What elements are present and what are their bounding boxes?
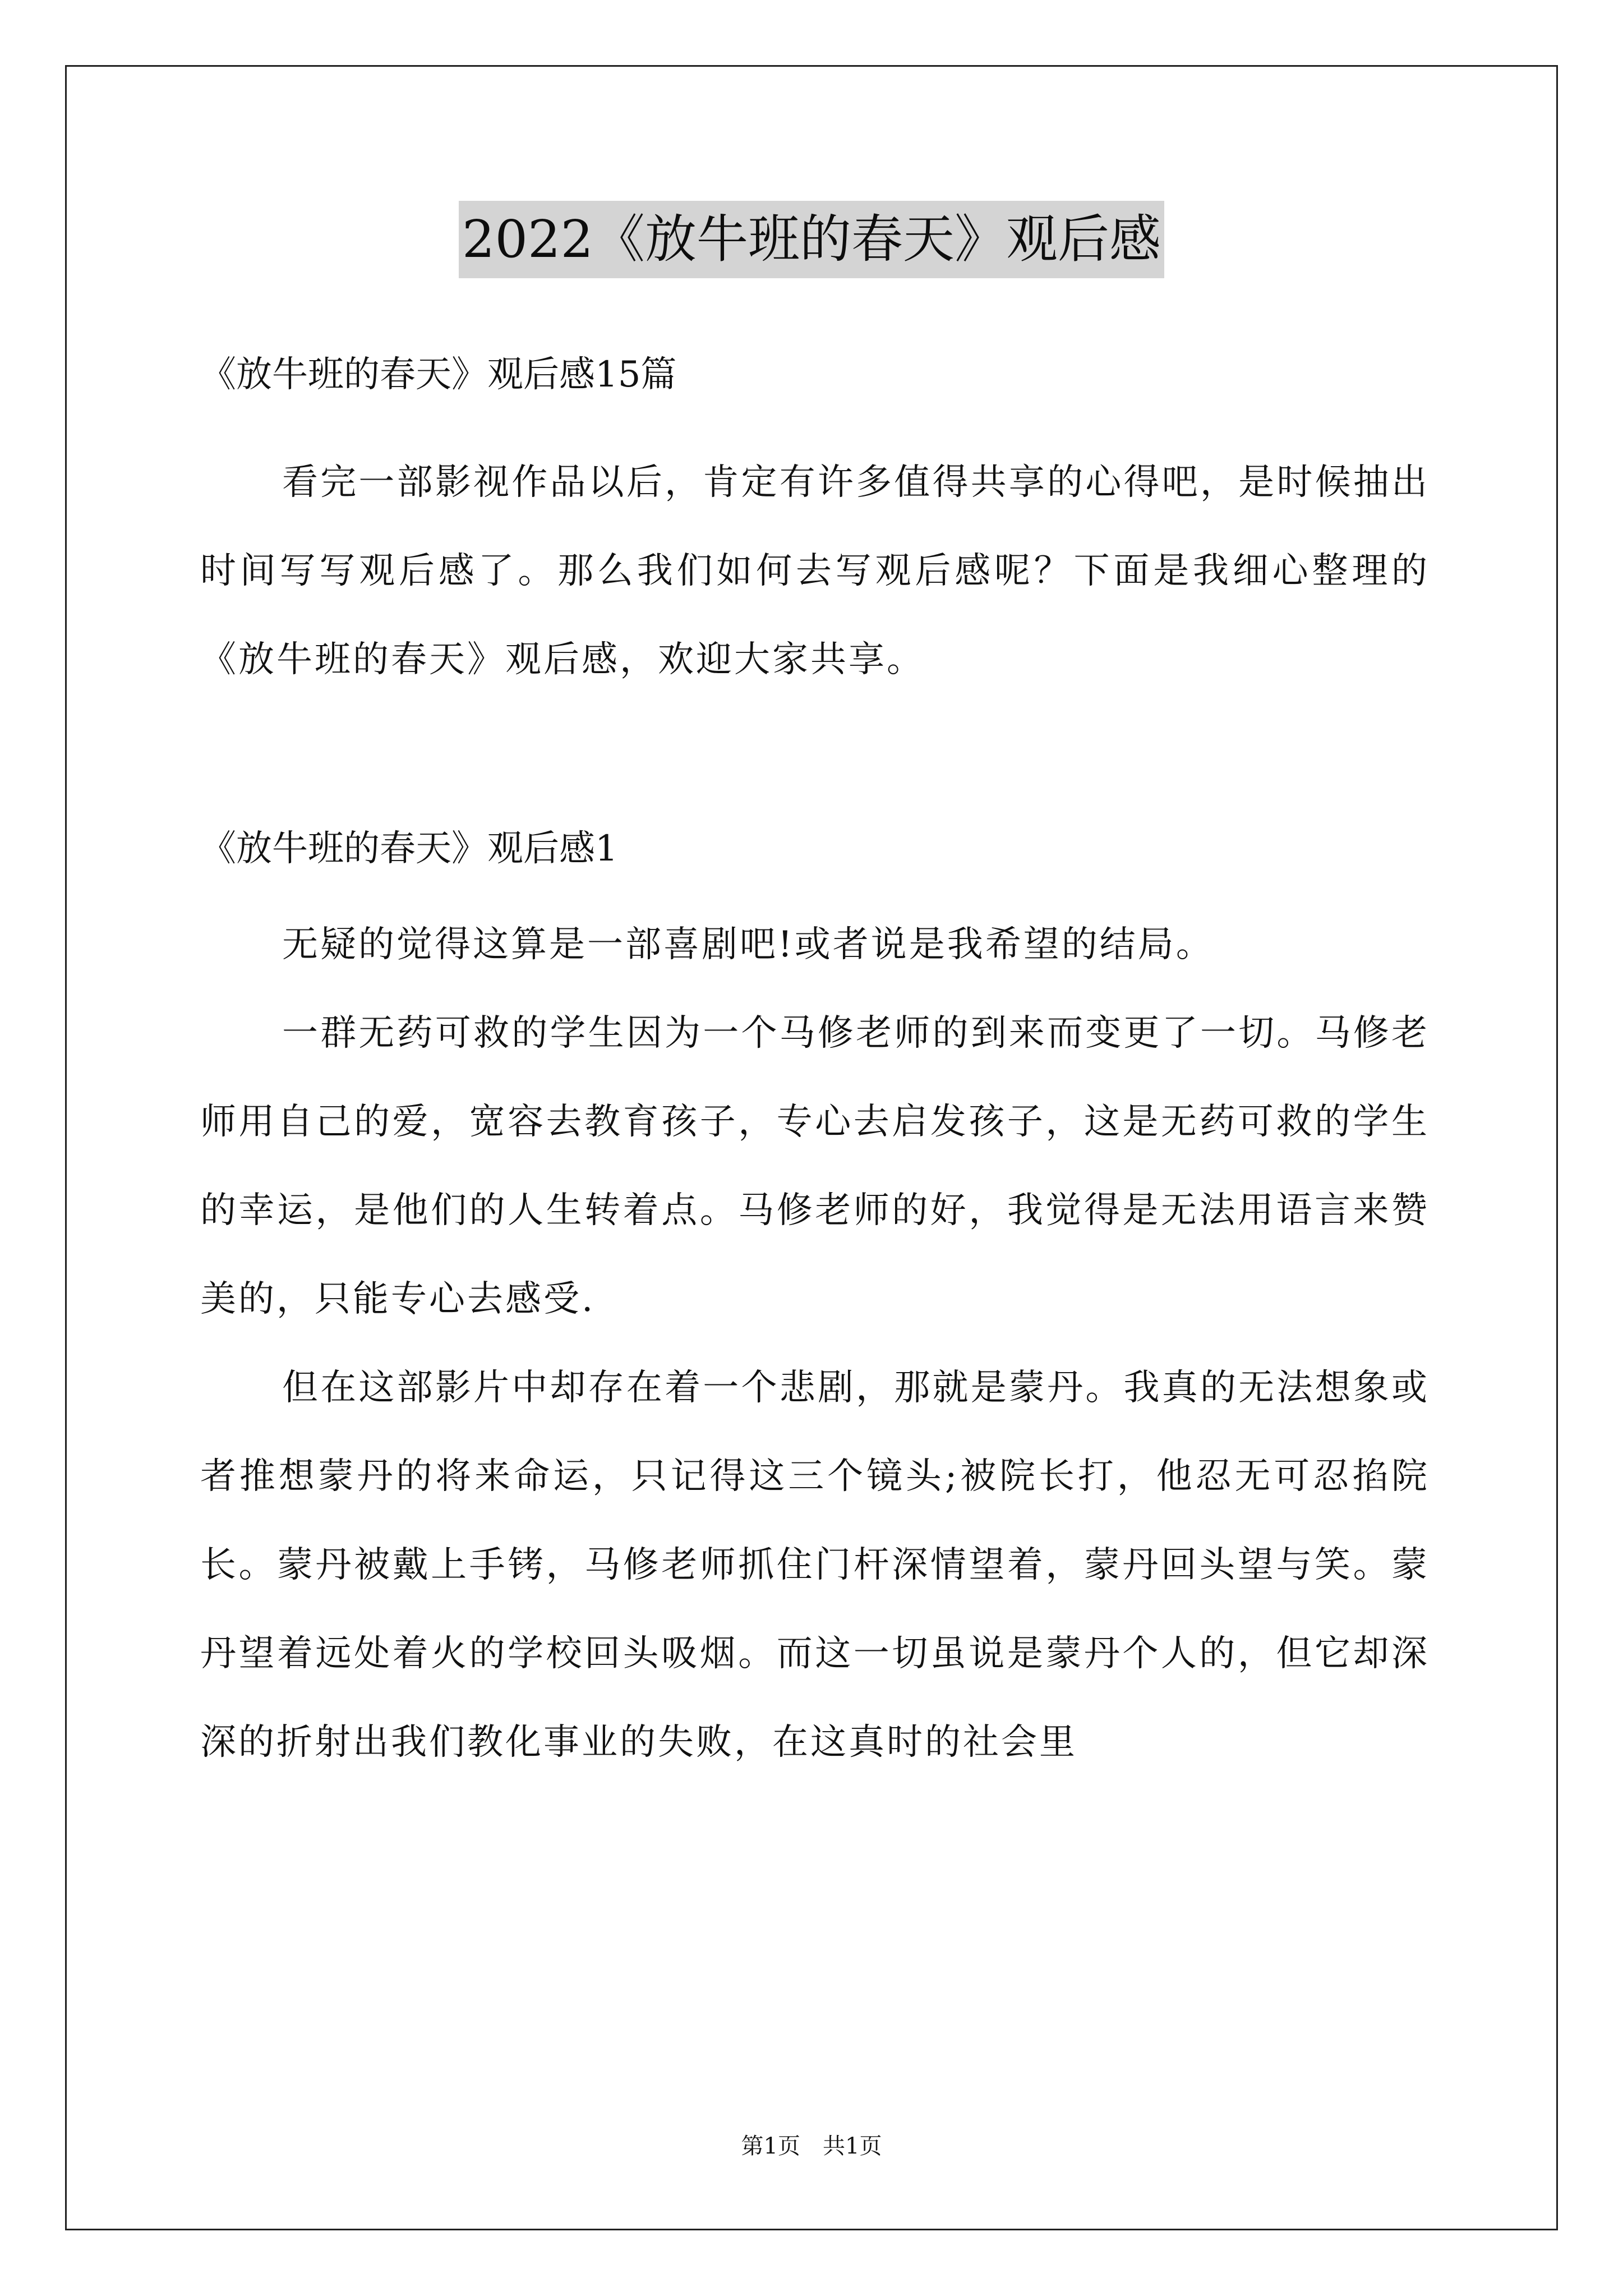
spacer [200, 704, 1430, 822]
title-wrap [0, 201, 1623, 278]
document-subtitle: 《放牛班的春天》观后感15篇 [200, 354, 677, 395]
intro-paragraph: 看完一部影视作品以后，肯定有许多值得共享的心得吧，是时候抽出时间写写观后感了。那么我们如何去写观后感呢？下面是我细心整理的《放牛班的春天》观后感，欢迎大家共享。 [200, 462, 1430, 680]
section-heading: 《放牛班的春天》观后感1 [200, 828, 618, 869]
paragraph-2: 一群无药可救的学生因为一个马修老师的到来而变更了一切。马修老师用自己的爱，宽容去教育孩子，专心去启发孩子，这是无药可救的学生的幸运，是他们的人生转着点。马修老师的好，我觉得是无法用语言来赞美的，只能专心去感受. [200, 1013, 1430, 1320]
document-title: 2022《放牛班的春天》观后感 [459, 201, 1164, 278]
page-footer: 第1页 共1页 [741, 2133, 882, 2159]
paragraph-1: 无疑的觉得这算是一部喜剧吧!或者说是我希望的结局。 [282, 924, 1214, 965]
spacer [200, 876, 1430, 900]
document-body [200, 348, 1430, 1787]
paragraph-3: 但在这部影片中却存在着一个悲剧，那就是蒙丹。我真的无法想象或者推想蒙丹的将来命运，只记得这三个镜头;被院长打，他忍无可忍掐院长。蒙丹被戴上手铐，马修老师抓住门杆深情望着，蒙丹回头望与笑。蒙丹望着远处着火的学校回头吸烟。而这一切虽说是蒙丹个人的，但它却深深的折射出我们教化事业的失败，在这真时的社会里 [200, 1367, 1430, 1763]
